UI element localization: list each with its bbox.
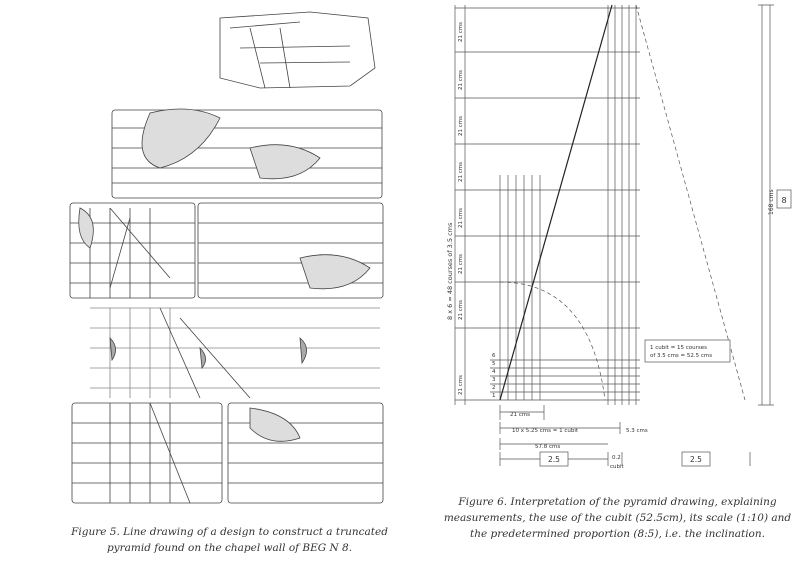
cubit-note-line2: of 3.5 cms = 52.5 cms — [650, 353, 713, 359]
figure5-caption — [62, 524, 397, 556]
vertical-total-label: 8 x 6 = 48 courses of 3.5 cms — [446, 222, 454, 320]
figure6-caption-line2: measurements, the use of the cubit (52.5cm), its scale (1:10) and — [443, 512, 792, 524]
row-label: 21 cms — [458, 254, 464, 274]
cubit-note-line1: 1 cubit = 15 courses — [650, 345, 708, 351]
row-label: 21 cms — [458, 116, 464, 136]
course-number: 5 — [492, 361, 496, 367]
course-number: 6 — [492, 353, 496, 359]
figure6-pyramid-diagram — [440, 0, 800, 475]
row-label: 21 cms — [458, 22, 464, 42]
figure5-caption-line2: pyramid found on the chapel wall of BEG N 8. — [106, 542, 353, 554]
dim-21: 21 cms — [510, 412, 530, 418]
row-label: 21 cms — [458, 162, 464, 182]
figure5-caption-line1: Figure 5. Line drawing of a design to construct a truncated — [71, 526, 388, 538]
course-number: 2 — [492, 385, 496, 391]
row-label: 21 cms — [458, 208, 464, 228]
figure6-caption — [440, 494, 795, 542]
row-label: 21 cms — [458, 375, 464, 395]
box-left: 2.5 — [548, 455, 560, 464]
course-number: 4 — [492, 369, 496, 375]
course-number: 1 — [492, 393, 496, 399]
figure6-caption-line3: the predetermined proportion (8:5), i.e. the inclination. — [470, 528, 765, 540]
box-right: 2.5 — [690, 455, 702, 464]
dim-578: 57.8 cms — [535, 444, 561, 450]
dim-53: 5.3 cms — [626, 428, 648, 434]
course-number: 3 — [492, 377, 496, 383]
dim-02: 0.2 — [612, 455, 621, 461]
dim-cubit: 10 x 5.25 cms = 1 cubit — [512, 428, 579, 434]
dim-cubit-small: cubit — [610, 464, 624, 470]
row-label: 21 cms — [458, 300, 464, 320]
right-height-label: 168 cms — [768, 189, 775, 215]
figure6-caption-line1: Figure 6. Interpretation of the pyramid drawing, explaining — [458, 496, 777, 508]
figure5-wall-drawing — [50, 8, 390, 518]
right-box-label: 8 — [781, 196, 787, 205]
row-label: 21 cms — [458, 70, 464, 90]
